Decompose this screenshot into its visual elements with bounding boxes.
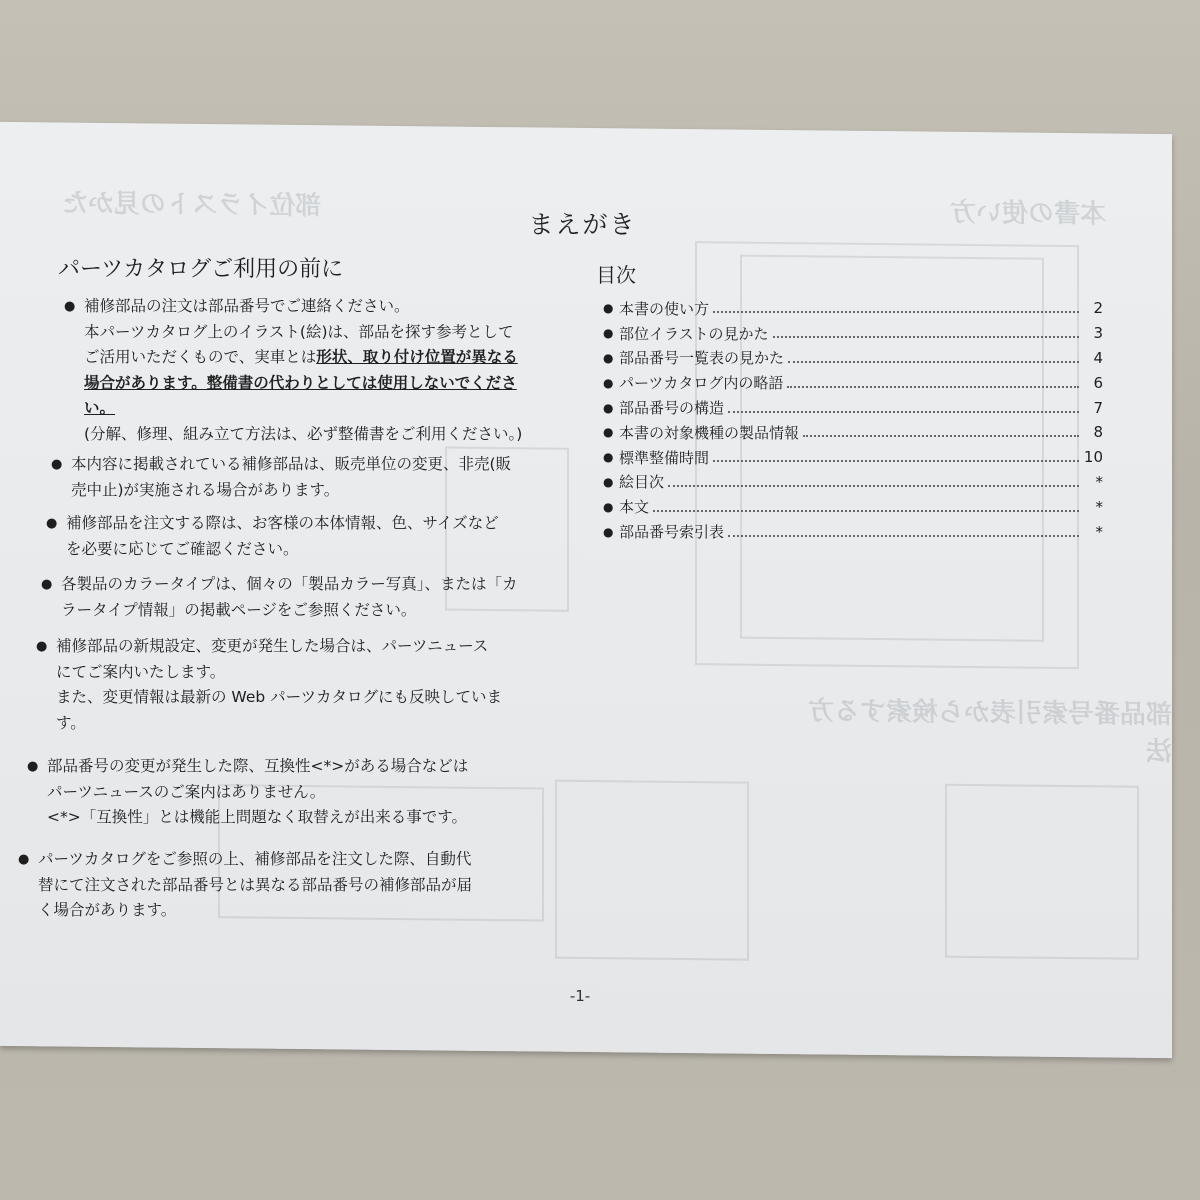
toc-item[interactable] — [603, 445, 1103, 470]
dot-leader — [773, 328, 1079, 338]
dot-leader — [788, 353, 1079, 363]
bullet-icon: ● — [18, 852, 30, 867]
note-line: 売中止)が実施される場合があります。 — [71, 480, 340, 499]
bullet-icon: ● — [603, 524, 614, 539]
note-item — [51, 452, 591, 503]
dot-leader — [728, 403, 1079, 413]
page-title: まえがき — [528, 210, 637, 239]
note-line — [84, 396, 604, 422]
toc-page-number: 8 — [1093, 423, 1103, 442]
note-line: にてご案内いたします。 — [56, 662, 226, 681]
dot-leader — [653, 502, 1079, 512]
page-number: -1- — [569, 987, 591, 1005]
note-line: <*>「互換性」とは機能上問題なく取替えが出来る事です。 — [47, 808, 467, 826]
toc-page-number: 6 — [1093, 373, 1103, 392]
bullet-icon: ● — [603, 350, 614, 365]
note-text: ご活用いただくもので、実車とは — [84, 348, 317, 366]
toc-page-number: * — [1095, 497, 1103, 516]
toc-label: 本書の対象機種の製品情報 — [619, 423, 800, 442]
note-line: 部品番号の変更が発生した際、互換性<*>がある場合などは — [47, 757, 469, 775]
section-heading: パーツカタログご利用の前に — [58, 257, 344, 282]
note-item — [41, 572, 581, 623]
bleed-through-heading: 部品番号索引表から検索する方法 — [807, 696, 1172, 768]
toc-page-number: 3 — [1093, 324, 1103, 343]
toc-item[interactable] — [603, 346, 1103, 371]
note-item — [18, 847, 558, 924]
note-line: す。 — [56, 713, 86, 732]
note-line: 本パーツカタログ上のイラスト(絵)は、部品を探す参考として — [84, 322, 514, 341]
bullet-icon: ● — [603, 326, 614, 341]
toc-label: 部品番号の構造 — [619, 399, 725, 418]
dot-leader — [668, 477, 1079, 487]
toc-heading: 目次 — [596, 263, 636, 287]
toc-item[interactable] — [603, 519, 1103, 544]
toc-item[interactable] — [603, 321, 1103, 346]
bullet-icon: ● — [64, 299, 76, 314]
bullet-icon: ● — [36, 639, 48, 654]
bullet-icon: ● — [603, 474, 614, 489]
toc-item[interactable] — [603, 420, 1103, 445]
note-line: 補修部品の新規設定、変更が発生した場合は、パーツニュース — [56, 637, 489, 655]
note-item — [27, 754, 567, 831]
bleed-through-heading: 本書の使い方 — [950, 197, 1107, 230]
note-line — [84, 371, 604, 397]
note-item — [64, 294, 604, 447]
toc-page-number: 7 — [1093, 398, 1103, 417]
toc-label: 部位イラストの見かた — [619, 324, 769, 343]
toc-page-number: * — [1095, 522, 1103, 541]
table-of-contents — [603, 296, 1103, 544]
bullet-icon: ● — [603, 301, 614, 316]
bullet-icon: ● — [603, 375, 614, 390]
dot-leader — [803, 427, 1079, 437]
toc-label: 絵目次 — [619, 473, 665, 492]
bullet-icon: ● — [46, 516, 58, 531]
note-line: く場合があります。 — [38, 901, 177, 919]
note-line: 替にて注文された部品番号とは異なる部品番号の補修部品が届 — [38, 875, 473, 894]
bleed-through-heading: 部位イラストの見かた — [62, 188, 322, 222]
bullet-icon: ● — [41, 577, 53, 592]
note-emphasis: 形状、取り付け位置が異なる — [316, 348, 518, 366]
bullet-icon: ● — [51, 457, 63, 472]
dot-leader — [713, 303, 1079, 313]
toc-label: 標準整備時間 — [619, 448, 710, 467]
note-line: ラータイプ情報」の掲載ページをご参照ください。 — [61, 600, 417, 619]
toc-item[interactable] — [603, 296, 1103, 321]
bullet-icon: ● — [603, 499, 614, 514]
note-line: パーツニュースのご案内はありません。 — [47, 782, 326, 801]
dot-leader — [713, 452, 1079, 462]
note-item — [46, 511, 586, 562]
note-emphasis: 場合があります。整備書の代わりとしては使用しないでくださ — [84, 373, 517, 392]
toc-label: パーツカタログ内の略語 — [619, 374, 784, 393]
bullet-icon: ● — [27, 759, 39, 774]
toc-label: 本書の使い方 — [619, 299, 710, 318]
note-line: 補修部品の注文は部品番号でご連絡ください。 — [84, 297, 410, 315]
toc-page-number: 10 — [1083, 448, 1103, 467]
note-emphasis: い。 — [84, 399, 116, 417]
note-line: (分解、修理、組み立て方法は、必ず整備書をご利用ください。) — [84, 424, 523, 443]
bullet-icon: ● — [603, 425, 614, 440]
bullet-icon: ● — [603, 400, 614, 415]
note-line: 各製品のカラータイプは、個々の「製品カラー写真」、または「カ — [61, 575, 518, 593]
dot-leader — [787, 378, 1079, 388]
bullet-icon: ● — [603, 450, 614, 465]
toc-page-number: 2 — [1093, 299, 1103, 318]
note-line: を必要に応じてご確認ください。 — [66, 539, 299, 558]
note-line: 補修部品を注文する際は、お客様の本体情報、色、サイズなど — [66, 514, 499, 532]
toc-page-number: 4 — [1093, 348, 1103, 367]
toc-label: 本文 — [619, 498, 650, 517]
dot-leader — [728, 527, 1079, 537]
note-line: パーツカタログをご参照の上、補修部品を注文した際、自動代 — [38, 850, 472, 868]
toc-item[interactable] — [603, 395, 1103, 420]
note-line — [84, 345, 604, 371]
note-line: 本内容に掲載されている補修部品は、販売単位の変更、非売(販 — [71, 455, 512, 473]
note-line: また、変更情報は最新の Web パーツカタログにも反映していま — [56, 688, 503, 706]
toc-item[interactable] — [603, 470, 1103, 495]
toc-label: 部品番号一覧表の見かた — [619, 349, 785, 368]
toc-label: 部品番号索引表 — [619, 523, 725, 542]
note-item — [36, 634, 576, 736]
toc-page-number: * — [1095, 472, 1103, 491]
toc-item[interactable] — [603, 494, 1103, 519]
toc-item[interactable] — [603, 370, 1103, 395]
